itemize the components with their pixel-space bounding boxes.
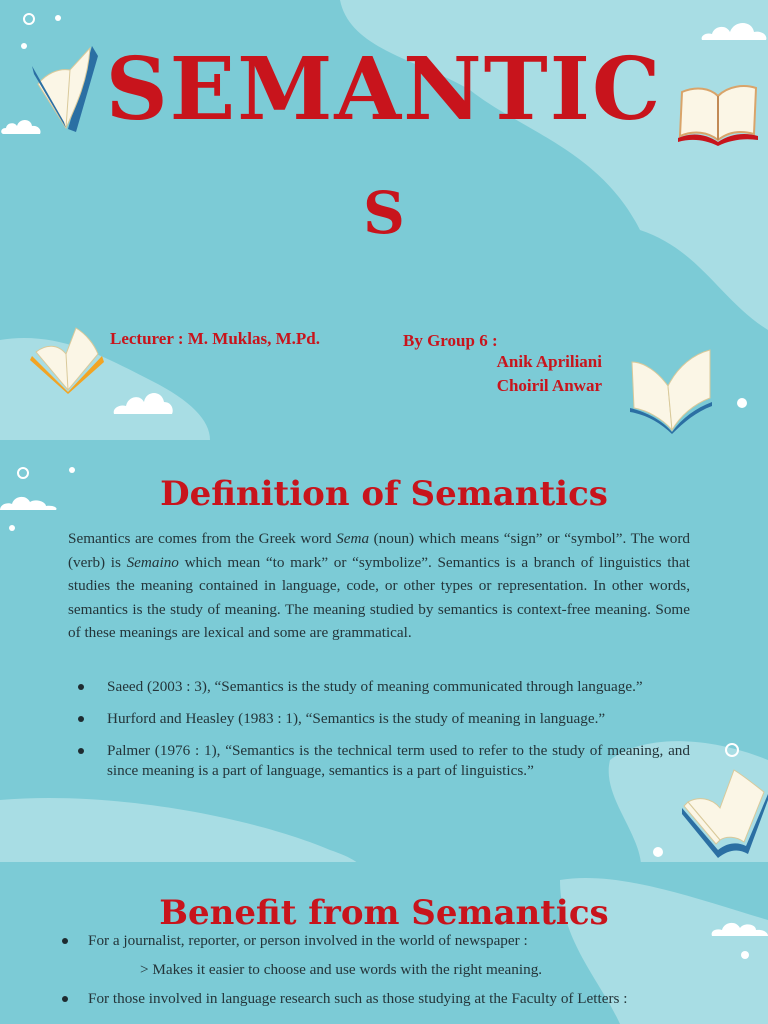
circle-dot-icon [652,846,664,858]
paragraph-text: which mean “to mark” or “symbolize”. Semantics is a branch of linguistics that studies the meaning contained in language, code, or other types or representation. In other words, semantics is the study of meaning. The meaning studied by semantics is context-free meaning. Some of these meanings are lexical and some are grammatical. [68,553,690,641]
quote-text: Saeed (2003 : 3), “Semantics is the study of meaning communicated through language.” [107,678,643,695]
open-book-icon [628,342,714,434]
lecturer-label: Lecturer : M. Muklas, M.Pd. [110,329,320,348]
list-item [62,989,728,1009]
circle-dot-icon [22,12,36,26]
paragraph-text: Semantics are comes from the Greek word [68,530,337,547]
bullet-icon [62,996,68,1002]
page-title-continuation: S [363,179,405,247]
benefit-subitem: > Makes it easier to choose and use words with the right meaning. [140,961,543,978]
cloud-icon [112,386,174,416]
quote-text: Palmer (1976 : 1), “Semantics is the technical term used to refer to the study of meaning, and since meaning is a part of language, semantics is a part of linguistics.” [107,742,690,779]
circle-dot-icon [54,14,62,22]
greek-term: Semaino [126,553,179,571]
definition-quotes-list [78,677,690,793]
greek-term: Sema [336,530,370,547]
open-book-icon [680,762,768,858]
circle-dot-icon [736,397,748,409]
bullet-icon [78,748,84,754]
bullet-icon [78,684,84,690]
definition-paragraph [68,527,690,645]
list-item [78,709,690,729]
bullet-icon [62,938,68,944]
cloud-icon [700,18,768,42]
list-item [78,741,690,781]
group-member: Anik Apriliani [496,352,602,371]
circle-dot-icon [8,524,16,532]
definition-heading: Definition of Semantics [160,474,608,514]
page-title: SEMANTIC [105,39,663,140]
open-book-icon [30,322,104,394]
quote-text: Hurford and Heasley (1983 : 1), “Semantics is the study of meaning in language.” [107,710,606,727]
group-member: Choiril Anwar [496,376,602,395]
bullet-icon [78,716,84,722]
list-item [78,677,690,697]
benefit-text: For a journalist, reporter, or person involved in the world of newspaper : [88,932,528,949]
benefit-text: For those involved in language research such as those studying at the Faculty of Letters : [88,990,628,1007]
list-item [62,931,728,951]
group-label: By Group 6 : [403,331,498,350]
circle-dot-icon [740,950,750,960]
benefit-heading: Benefit from Semantics [159,893,609,933]
paragraph-text: (noun) which means “sign” or “symbol”. The word (verb) is [68,530,690,571]
circle-dot-icon [724,742,740,758]
